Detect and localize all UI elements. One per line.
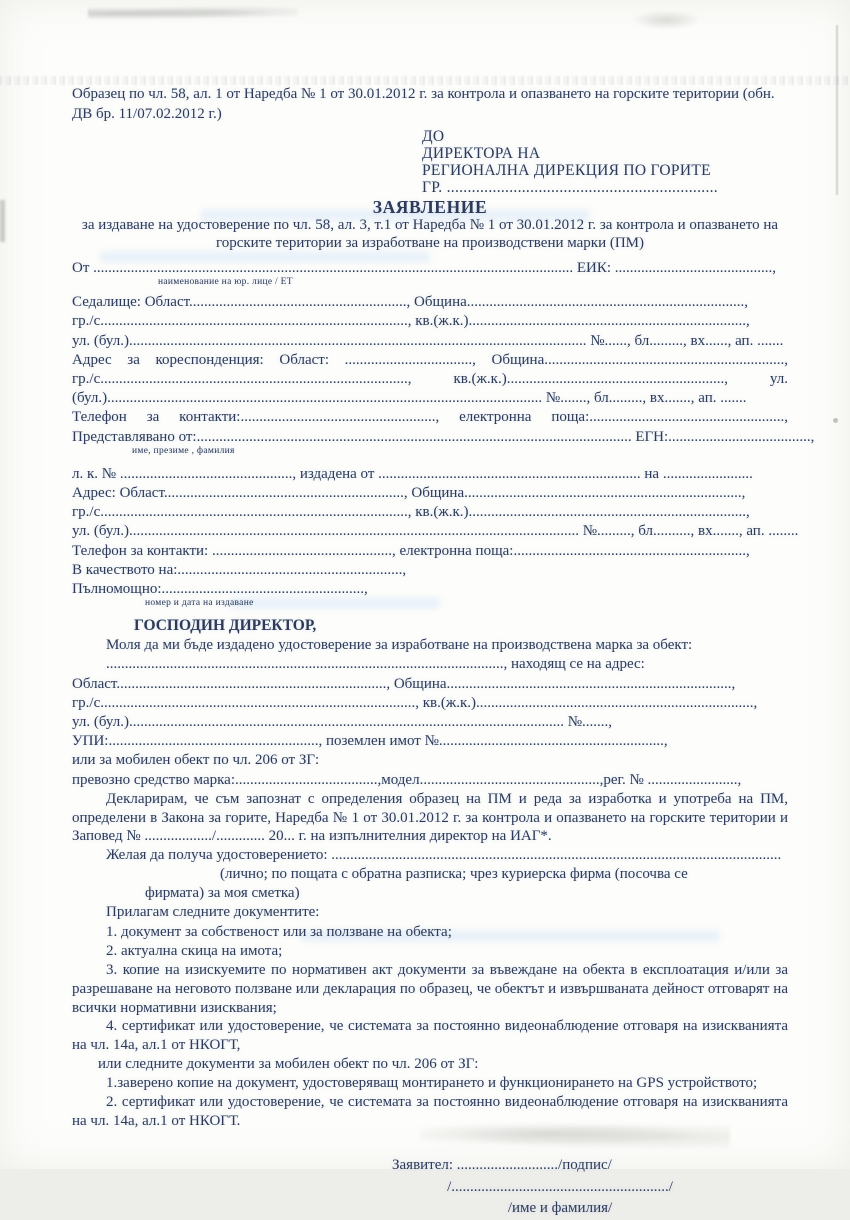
field-corr-street: (бул.).................................................................................................................... №......., бл........., вх......., ап. ....... (72, 390, 747, 407)
documents-mobile-alt: или следните документи за мобилен обект по чл. 206 от ЗГ: (98, 1056, 479, 1073)
field-corr-region: Адрес за кореспонденция: Област: .................................., ​Община................................................................, (72, 351, 788, 368)
field-object-city: гр./с...................................................................................., кв.(ж.к.).........................................................................., (72, 694, 758, 711)
field-object-region: Област........................................................................, Община............................................................................, (72, 675, 736, 692)
form-reference-note-line2: ДВ бр. 11/07.02.2012 г.) (72, 106, 222, 122)
receive-method-note-line1: (лично; по пощата с обратна разписка; чрез куриерска фирма (посочва се (220, 866, 688, 883)
field-seat-street: ул. (бул.).......................................................................................................................... №......, бл........., вх......, ап. ....... (72, 332, 784, 349)
addressee-block (422, 128, 788, 196)
field-power-of-attorney: Пълномощно:......................................................, (72, 581, 368, 598)
field-id-card: л. к. № .............................................., издадена от ...................................................................... на ........................ (72, 465, 753, 482)
document-body (72, 0, 815, 1220)
field-seat-city: гр./с.................................................................................., кв.(ж.к.).........................................................................., (72, 313, 750, 330)
sublabel-rep-names: име, презиме , фамилия (132, 445, 235, 456)
form-subtitle-line1: за издаване на удостоверение по чл. 58, ал. 3, т.1 от Наредба № 1 от 30.01.2012 г. за контрола и опазването на (81, 217, 779, 233)
field-contact-phone: Телефон за контакти:...................................................., електронна поща:...................................................., (72, 409, 788, 426)
mobile-object-intro: или за мобилен обект по чл. 206 от ЗГ: (72, 752, 320, 769)
addressee-line-directorate: РЕГИОНАЛНА ДИРЕКЦИЯ ПО ГОРИТЕ (422, 162, 711, 179)
field-seat-region: Седалище: Област.........................................................., Община.........................................................................., (72, 294, 749, 311)
mobile-document-item-2: 2. сертификат или удостоверение, че системата за постоянно видеонаблюдение отговаря на изискванията на чл. 14а, ал.1 от НКОГТ. (72, 1094, 788, 1130)
document-item-1: 1. документ за собственост или за ползване на обекта; (106, 923, 452, 940)
addressee-line-director: ДИРЕКТОРА НА (422, 145, 541, 162)
document-item-2: 2. актуална скица на имота; (106, 942, 283, 959)
field-rep-phone: Телефон за контакти: ................................................, електронна поща:.............................................................., (72, 542, 750, 559)
receive-method-note-line2: фирмата) за моя сметка) (145, 885, 300, 902)
field-object-street: ул. (бул.).................................................................................................................... №......., (72, 714, 613, 731)
declaration-paragraph: Декларирам, че съм запознат с определения образец на ПМ и реда за изработка и употреба на ПМ, определени в Закона за горите, Наредба № 1 от 30.01.2012 г. за контрола и опазването на горските територии и Заповед № ................../............. 20... г. на изпълнителния директор на ИАГ*. (72, 790, 788, 845)
sublabel-entity-name: наименование на юр. лице / ЕТ (158, 277, 293, 288)
field-capacity: В качеството на:............................................................, (72, 561, 407, 578)
form-reference-note-line1: Образец по чл. 58, ал. 1 от Наредба № 1 от 30.01.2012 г. за контрола и опазването на горските територии (обн. (72, 86, 775, 102)
signature-name-label: /име и фамилия/ (507, 1200, 613, 1217)
addressee-line-to: ДО (422, 128, 445, 145)
document-item-4: 4. сертификат или удостоверение, че системата за постоянно видеонаблюдение отговаря на изискванията на чл. 14а, ал.1 от НКОГТ, (72, 1018, 788, 1054)
documents-intro: Прилагам следните документите: (106, 904, 320, 921)
scan-artifact-left-edge (0, 200, 5, 242)
receive-method-note (72, 865, 788, 903)
field-receive-method: Желая да получа удостоверението: ........................................................................................................................ (106, 847, 782, 864)
field-object-upi: УПИ:........................................................, поземлен имот №............................................................, (72, 733, 668, 750)
form-subtitle-line2: горските територии за изработване на производствени марки (ПМ) (215, 234, 645, 251)
field-vehicle: превозно средство марка:......................................,модел................................................,рег. № ........................, (72, 771, 742, 788)
document-item-3: 3. копие на изискуемите по нормативен акт документи за въвеждане на обекта в експлоатация и/или за разрешаване на неговото ползване или декларация по образец, че обектът и извършваната дейност отговарят на всички нормативни изисквания; (72, 962, 788, 1016)
field-rep-address-region: Адрес: Област................................................................, Община.........................................................................., (72, 485, 746, 502)
request-intro: Моля да ми бъде издадено удостоверение за изработване на производствена марка за обект: (106, 637, 693, 654)
scan-artifact-right-edge (836, 25, 838, 195)
signature-applicant-line: Заявител: .........................../подпис/ (392, 1157, 612, 1174)
field-corr-city: гр./с.................................................................................., кв.(ж.к.).........................................................., ул. (72, 371, 788, 388)
sublabel-poa-number-date: номер и дата на издаване (145, 598, 254, 609)
signature-block (392, 1155, 728, 1220)
salutation: ГОСПОДИН ДИРЕКТОР, (134, 617, 317, 635)
field-represented-by: Представлявано от:.................................................................................................................... ЕГН:......................................, (72, 428, 815, 445)
field-object-name: .........................................................................................................., находящ се на адрес: (106, 656, 645, 673)
mobile-document-item-1: 1.заверено копие на документ, удостоверяващ монтирането и функционирането на GPS устройството; (106, 1075, 758, 1092)
form-title: ЗАЯВЛЕНИЕ (372, 197, 488, 217)
field-rep-city: гр./с.................................................................................., кв.(ж.к.).........................................................................., (72, 504, 750, 521)
field-rep-street: ул. (бул.)........................................................................................................................ №........., бл.........., вх......., ап. ........ (72, 523, 799, 540)
signature-name-line: /........................................................../ (447, 1178, 673, 1195)
field-from: От ................................................................................................................................ ЕИК: .........................................., (72, 260, 777, 276)
scan-artifact-dot (833, 418, 838, 423)
addressee-line-city: ГР. ................................................................. (422, 179, 718, 196)
